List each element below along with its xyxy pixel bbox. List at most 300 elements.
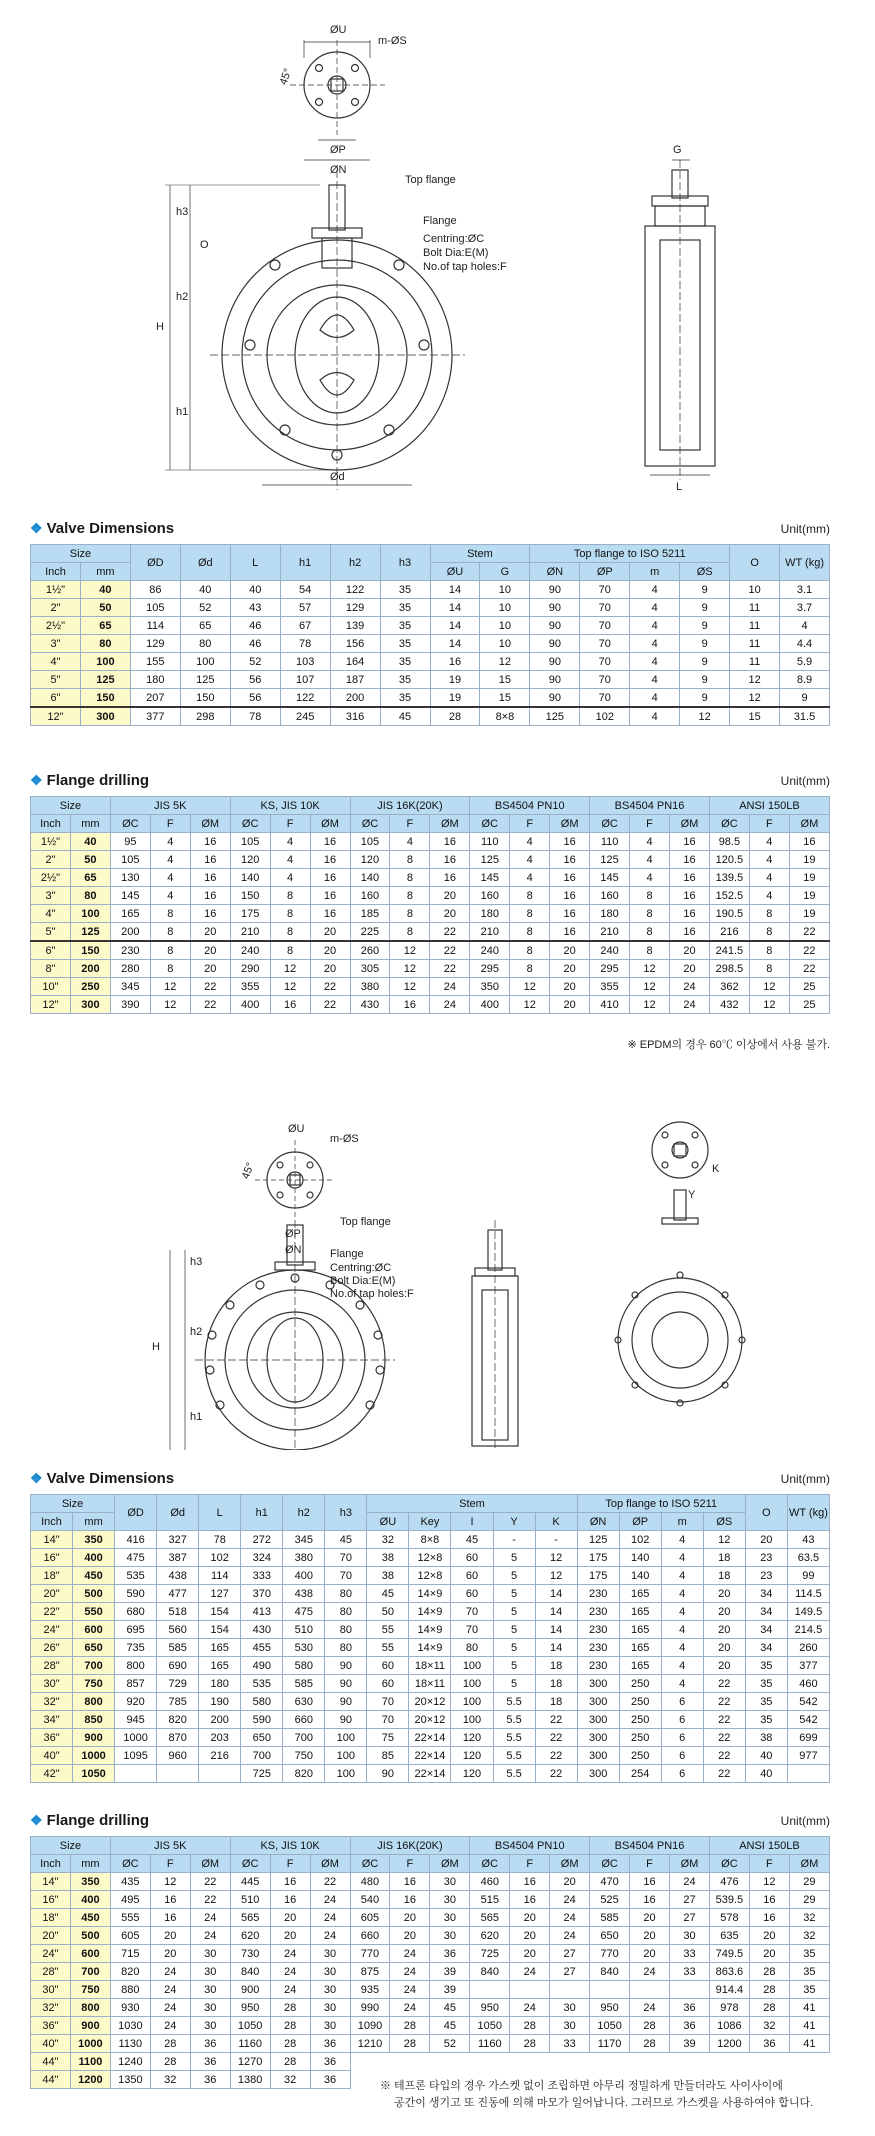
- table-cell: 30: [550, 1999, 590, 2017]
- size-inch-cell: 32": [31, 1693, 73, 1711]
- size-inch-cell: 28": [31, 1657, 73, 1675]
- table-cell: 515: [470, 1891, 510, 1909]
- table-cell: 700: [283, 1729, 325, 1747]
- size-mm-cell: 125: [70, 923, 110, 942]
- table-cell: 990: [350, 1999, 390, 2017]
- table-cell: 9: [780, 689, 830, 708]
- table-cell: 30: [430, 1927, 470, 1945]
- table-cell: 620: [470, 1927, 510, 1945]
- table-cell: 20: [550, 941, 590, 960]
- table-cell: 100: [451, 1657, 493, 1675]
- table-cell: 24: [510, 1963, 550, 1981]
- table-cell: 435: [110, 1873, 150, 1891]
- table-cell: 90: [367, 1765, 409, 1783]
- table-cell: 45: [325, 1531, 367, 1549]
- table-cell: 41: [789, 2017, 829, 2035]
- table-cell: 60: [451, 1585, 493, 1603]
- table-cell: 5.9: [780, 653, 830, 671]
- table-cell: 390: [110, 996, 150, 1014]
- column-subheader: ØC: [709, 815, 749, 833]
- table-row: [31, 1567, 830, 1585]
- column-subheader: ØC: [110, 815, 150, 833]
- size-mm-cell: 700: [70, 1963, 110, 1981]
- size-inch-cell: 28": [31, 1963, 71, 1981]
- table-cell: 6: [661, 1747, 703, 1765]
- table-cell: 8: [510, 941, 550, 960]
- table-row: [31, 1549, 830, 1567]
- label-y: Y: [688, 1189, 696, 1201]
- table-cell: 187: [330, 671, 380, 689]
- label-angle: 45°: [277, 66, 295, 87]
- table-cell: 438: [283, 1585, 325, 1603]
- table-cell: 99: [787, 1567, 829, 1585]
- table-cell: 290: [230, 960, 270, 978]
- table-cell: 24: [310, 1909, 350, 1927]
- table-cell: 175: [577, 1567, 619, 1585]
- table-cell: 230: [577, 1657, 619, 1675]
- table-cell: 35: [789, 1945, 829, 1963]
- table-cell: 840: [590, 1963, 630, 1981]
- table-cell: 700: [241, 1747, 283, 1765]
- table-cell: 24: [550, 1891, 590, 1909]
- table-cell: 24: [390, 1981, 430, 1999]
- table-cell: 70: [580, 617, 630, 635]
- size-inch-cell: 14": [31, 1873, 71, 1891]
- epdm-note: ※ EPDM의 경우 60℃ 이상에서 사용 불가.: [627, 1039, 830, 1051]
- table-cell: 20: [270, 1909, 310, 1927]
- column-subheader: Inch: [31, 1855, 71, 1873]
- table-cell: 8: [390, 851, 430, 869]
- table-cell: 11: [730, 635, 780, 653]
- size-inch-cell: 36": [31, 1729, 73, 1747]
- table-cell: 4: [749, 851, 789, 869]
- table-cell: 14: [430, 581, 480, 599]
- table-cell: 70: [580, 635, 630, 653]
- table-cell: 12: [510, 996, 550, 1014]
- table-cell: 105: [110, 851, 150, 869]
- table-cell: 46: [230, 635, 280, 653]
- table-cell: 18×11: [409, 1675, 451, 1693]
- table-cell: 8: [270, 905, 310, 923]
- table-cell: 16: [430, 653, 480, 671]
- table-cell: 4: [630, 599, 680, 617]
- table-cell: 102: [580, 707, 630, 726]
- table-cell: 15: [480, 671, 530, 689]
- table-cell: 333: [241, 1567, 283, 1585]
- table-cell: 30: [670, 1927, 710, 1945]
- table-cell: 16: [510, 1873, 550, 1891]
- table-cell: 20: [703, 1603, 745, 1621]
- table-cell: 8: [270, 923, 310, 942]
- label-n: ØN: [330, 164, 347, 176]
- table-cell: 460: [787, 1675, 829, 1693]
- table-row: [31, 960, 830, 978]
- table-cell: 820: [157, 1711, 199, 1729]
- table-cell: 14: [535, 1639, 577, 1657]
- table-cell: 28: [630, 2035, 670, 2053]
- table-cell: 8: [150, 905, 190, 923]
- table-cell: 22: [190, 978, 230, 996]
- size-inch-cell: 20": [31, 1927, 71, 1945]
- table-cell: 164: [330, 653, 380, 671]
- table-cell: 45: [430, 2017, 470, 2035]
- table-cell: [550, 1981, 590, 1999]
- size-mm-cell: 650: [73, 1639, 115, 1657]
- table-cell: 45: [367, 1585, 409, 1603]
- table-cell: 145: [110, 887, 150, 905]
- table-cell: 20: [150, 1945, 190, 1963]
- table-cell: 16: [550, 905, 590, 923]
- diamond-bullet-icon: ❖: [30, 520, 43, 536]
- table-cell: 20: [150, 1927, 190, 1945]
- unit-label: Unit(mm): [780, 1814, 830, 1828]
- table-cell: 22×14: [409, 1747, 451, 1765]
- table-cell: 324: [241, 1549, 283, 1567]
- table-cell: 65: [180, 617, 230, 635]
- table-cell: 9: [680, 653, 730, 671]
- table-row: [31, 1657, 830, 1675]
- label-h1: h1: [176, 406, 189, 418]
- table-cell: 20: [310, 960, 350, 978]
- table-cell: 145: [470, 869, 510, 887]
- table-cell: 477: [157, 1585, 199, 1603]
- size-inch-cell: 2": [31, 851, 71, 869]
- table-cell: 22: [190, 1873, 230, 1891]
- table-cell: 840: [230, 1963, 270, 1981]
- table-cell: 60: [451, 1549, 493, 1567]
- table-cell: 120: [451, 1729, 493, 1747]
- table-cell: 8×8: [480, 707, 530, 726]
- valve-dimensions-table-2: [30, 1494, 830, 1783]
- table-row: [31, 1981, 830, 1999]
- table-cell: 729: [157, 1675, 199, 1693]
- diamond-bullet-icon: ❖: [30, 1812, 43, 1828]
- label-bolt: Bolt Dia:E(M): [423, 247, 489, 259]
- table-cell: 216: [199, 1747, 241, 1765]
- size-inch-cell: 10": [31, 978, 71, 996]
- table-cell: 432: [709, 996, 749, 1014]
- table-cell: 1050: [230, 2017, 270, 2035]
- table-cell: 12: [390, 978, 430, 996]
- size-mm-cell: 100: [70, 905, 110, 923]
- table-cell: 8: [150, 960, 190, 978]
- table-cell: 27: [670, 1891, 710, 1909]
- table-cell: 12: [730, 689, 780, 708]
- table-cell: 22: [430, 941, 470, 960]
- table-cell: 20: [670, 960, 710, 978]
- table-cell: 35: [380, 653, 430, 671]
- table-cell: 216: [709, 923, 749, 942]
- table-cell: 540: [350, 1891, 390, 1909]
- column-header: Ød: [157, 1495, 199, 1531]
- column-subheader: ØM: [190, 815, 230, 833]
- table-cell: 22: [310, 996, 350, 1014]
- table-row: [31, 2053, 830, 2071]
- table-cell: 16: [190, 869, 230, 887]
- size-inch-cell: 44": [31, 2071, 71, 2089]
- table-cell: 24: [670, 996, 710, 1014]
- table-cell: 880: [110, 1981, 150, 1999]
- table-cell: 960: [157, 1747, 199, 1765]
- flange-drilling-table-1: [30, 796, 830, 1014]
- table-cell: 70: [580, 671, 630, 689]
- table-cell: 1030: [110, 2017, 150, 2035]
- table-cell: 12: [630, 960, 670, 978]
- table-cell: 55: [367, 1621, 409, 1639]
- table-cell: 605: [350, 1909, 390, 1927]
- table-cell: 12: [730, 671, 780, 689]
- table-cell: 30: [190, 1945, 230, 1963]
- table-cell: 24: [150, 1999, 190, 2017]
- table-cell: 476: [709, 1873, 749, 1891]
- column-subheader: ØS: [703, 1513, 745, 1531]
- table-cell: 5.5: [493, 1711, 535, 1729]
- label-taps: No.of tap holes:F: [423, 261, 507, 273]
- table-cell: 345: [283, 1531, 325, 1549]
- table-cell: 30: [550, 2017, 590, 2035]
- column-subheader: ØC: [230, 1855, 270, 1873]
- table-cell: 4: [630, 635, 680, 653]
- table-cell: 1050: [590, 2017, 630, 2035]
- table-cell: 8.9: [780, 671, 830, 689]
- table-cell: 4: [661, 1585, 703, 1603]
- column-header: h1: [280, 545, 330, 581]
- column-header: KS, JIS 10K: [230, 797, 350, 815]
- table-cell: 380: [283, 1549, 325, 1567]
- column-subheader: F: [630, 815, 670, 833]
- table-row: [31, 617, 830, 635]
- table-cell: 280: [110, 960, 150, 978]
- diamond-bullet-icon: ❖: [30, 772, 43, 788]
- table-cell: 32: [150, 2071, 190, 2089]
- label-h: H: [156, 321, 164, 333]
- table-row: [31, 1909, 830, 1927]
- table-cell: 14: [535, 1585, 577, 1603]
- table-cell: [470, 1981, 510, 1999]
- table-cell: 16: [670, 887, 710, 905]
- table-cell: 90: [530, 671, 580, 689]
- table-cell: 24: [550, 1927, 590, 1945]
- column-header: Stem: [430, 545, 530, 563]
- table-cell: 60: [367, 1675, 409, 1693]
- table-cell: 114.5: [787, 1585, 829, 1603]
- table-cell: 630: [283, 1693, 325, 1711]
- size-inch-cell: 2": [31, 599, 81, 617]
- label-h: H: [152, 1341, 160, 1353]
- table-cell: 22: [535, 1711, 577, 1729]
- table-cell: 445: [230, 1873, 270, 1891]
- column-header: L: [230, 545, 280, 581]
- column-header: h2: [330, 545, 380, 581]
- table-cell: [590, 1981, 630, 1999]
- size-mm-cell: 1100: [70, 2053, 110, 2071]
- table-cell: 4: [150, 887, 190, 905]
- table-cell: 152.5: [709, 887, 749, 905]
- table-cell: 260: [787, 1639, 829, 1657]
- table-cell: [670, 1981, 710, 1999]
- section-header-flange-drilling-2: [30, 1812, 830, 1834]
- label-centring: Centring:ØC: [330, 1262, 392, 1274]
- table-cell: 78: [280, 635, 330, 653]
- table-cell: 52: [180, 599, 230, 617]
- column-header: BS4504 PN16: [590, 797, 710, 815]
- table-cell: 5.5: [493, 1747, 535, 1765]
- table-cell: 272: [241, 1531, 283, 1549]
- table-cell: 90: [325, 1693, 367, 1711]
- table-cell: 20: [749, 1927, 789, 1945]
- table-cell: 185: [350, 905, 390, 923]
- table-cell: 12: [749, 1873, 789, 1891]
- table-cell: 4.4: [780, 635, 830, 653]
- table-cell: 12: [630, 996, 670, 1014]
- table-cell: 1086: [709, 2017, 749, 2035]
- table-cell: 28: [270, 2017, 310, 2035]
- table-cell: 11: [730, 617, 780, 635]
- size-mm-cell: 65: [70, 869, 110, 887]
- table-cell: 6: [661, 1711, 703, 1729]
- table-cell: 250: [619, 1693, 661, 1711]
- table-cell: 24: [270, 1945, 310, 1963]
- size-mm-cell: 200: [70, 960, 110, 978]
- table-cell: 18: [703, 1567, 745, 1585]
- table-cell: 12: [390, 941, 430, 960]
- size-inch-cell: 4": [31, 905, 71, 923]
- table-cell: 10: [480, 617, 530, 635]
- table-cell: 475: [115, 1549, 157, 1567]
- table-cell: 377: [130, 707, 180, 726]
- table-cell: 1200: [709, 2035, 749, 2053]
- table-cell: 78: [230, 707, 280, 726]
- table-cell: 24: [150, 2017, 190, 2035]
- table-cell: 525: [590, 1891, 630, 1909]
- section-title: ❖ Valve Dimensions: [30, 520, 175, 537]
- table-cell: 362: [709, 978, 749, 996]
- table-cell: 16: [670, 851, 710, 869]
- label-h3: h3: [176, 206, 189, 218]
- table-cell: 4: [510, 851, 550, 869]
- table-cell: 120: [451, 1747, 493, 1765]
- size-inch-cell: 30": [31, 1981, 71, 1999]
- table-cell: 24: [390, 1945, 430, 1963]
- table-cell: 22: [703, 1711, 745, 1729]
- table-cell: 27: [550, 1945, 590, 1963]
- table-cell: 413: [241, 1603, 283, 1621]
- table-cell: 857: [115, 1675, 157, 1693]
- table-cell: 20: [670, 941, 710, 960]
- technical-drawing-2: [0, 1090, 875, 1450]
- table-cell: 4: [661, 1531, 703, 1549]
- table-cell: 8: [630, 923, 670, 942]
- table-row: [31, 1927, 830, 1945]
- table-cell: 102: [199, 1549, 241, 1567]
- table-cell: 15: [480, 689, 530, 708]
- section-title: ❖ Flange drilling: [30, 772, 150, 789]
- table-cell: 39: [430, 1963, 470, 1981]
- table-cell: 5: [493, 1675, 535, 1693]
- table-cell: 16: [670, 923, 710, 942]
- table-cell: 16: [789, 833, 829, 851]
- table-cell: [157, 1765, 199, 1783]
- table-cell: 14: [430, 599, 480, 617]
- table-cell: 8×8: [409, 1531, 451, 1549]
- table-cell: 840: [470, 1963, 510, 1981]
- size-inch-cell: 40": [31, 2035, 71, 2053]
- size-mm-cell: 300: [80, 707, 130, 726]
- table-cell: 5.5: [493, 1729, 535, 1747]
- table-cell: 578: [709, 1909, 749, 1927]
- table-cell: 190.5: [709, 905, 749, 923]
- table-row: [31, 1531, 830, 1549]
- table-cell: 4: [630, 833, 670, 851]
- table-cell: 180: [470, 905, 510, 923]
- table-cell: 4: [270, 851, 310, 869]
- table-cell: -: [493, 1531, 535, 1549]
- label-h2: h2: [190, 1326, 203, 1338]
- table-cell: 110: [470, 833, 510, 851]
- table-cell: 102: [619, 1531, 661, 1549]
- table-cell: 8: [510, 960, 550, 978]
- table-cell: 250: [619, 1747, 661, 1765]
- table-cell: 749.5: [709, 1945, 749, 1963]
- label-ms: m-ØS: [330, 1133, 359, 1145]
- size-inch-cell: 14": [31, 1531, 73, 1549]
- table-cell: 978: [709, 1999, 749, 2017]
- column-subheader: F: [630, 1855, 670, 1873]
- table-cell: 250: [619, 1675, 661, 1693]
- table-cell: 1160: [470, 2035, 510, 2053]
- table-cell: 660: [350, 1927, 390, 1945]
- table-cell: 22×14: [409, 1729, 451, 1747]
- table-cell: 30: [190, 1981, 230, 1999]
- size-mm-cell: 450: [70, 1909, 110, 1927]
- table-cell: 542: [787, 1693, 829, 1711]
- table-row: [31, 1675, 830, 1693]
- table-cell: 27: [550, 1963, 590, 1981]
- table-cell: 650: [590, 1927, 630, 1945]
- table-row: [31, 996, 830, 1014]
- table-cell: 129: [330, 599, 380, 617]
- table-cell: 25: [789, 978, 829, 996]
- table-cell: 180: [199, 1675, 241, 1693]
- table-cell: 105: [350, 833, 390, 851]
- table-cell: 80: [325, 1621, 367, 1639]
- column-subheader: ØM: [310, 1855, 350, 1873]
- table-cell: 16: [430, 869, 470, 887]
- table-cell: 20: [510, 1927, 550, 1945]
- table-cell: 52: [430, 2035, 470, 2053]
- size-inch-cell: 1½": [31, 581, 81, 599]
- table-cell: 870: [157, 1729, 199, 1747]
- table-cell: 100: [325, 1729, 367, 1747]
- table-cell: 110: [590, 833, 630, 851]
- teflon-note-line-2: 공간이 생기고 또 진동에 의해 마모가 일어납니다. 그러므로 가스켓을 사용하여야 합니다.: [394, 2097, 814, 2109]
- table-cell: 254: [619, 1765, 661, 1783]
- table-cell: 820: [283, 1765, 325, 1783]
- column-subheader: ØC: [350, 815, 390, 833]
- table-cell: 16: [190, 833, 230, 851]
- table-cell: 4: [150, 869, 190, 887]
- column-subheader: F: [749, 1855, 789, 1873]
- table-cell: 28: [150, 2035, 190, 2053]
- table-cell: 585: [157, 1639, 199, 1657]
- size-mm-cell: 40: [70, 833, 110, 851]
- table-cell: 5: [493, 1657, 535, 1675]
- table-cell: 510: [230, 1891, 270, 1909]
- table-cell: 241.5: [709, 941, 749, 960]
- table-cell: 8: [270, 941, 310, 960]
- size-inch-cell: 34": [31, 1711, 73, 1729]
- label-p: ØP: [285, 1228, 301, 1240]
